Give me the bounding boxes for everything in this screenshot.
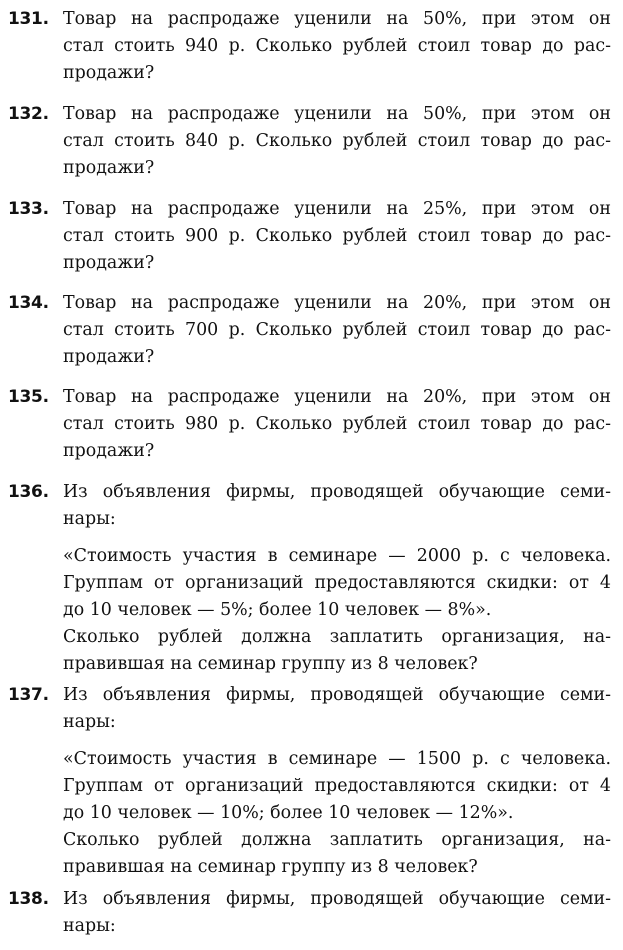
text-line: Сколько рублей должна заплатить организация, на- (63, 830, 611, 850)
text-line: стал стоить 940 р. Сколько рублей стоил товар до рас- (63, 36, 611, 56)
problem-text (63, 6, 611, 87)
text-line: нары: (63, 509, 116, 529)
text-line: Группам от организаций предоставляются скидки: от 4 (63, 776, 611, 796)
announcement-quote (63, 543, 611, 678)
text-line: продажи? (63, 158, 155, 178)
problem-text (63, 886, 611, 940)
problem-text (63, 682, 611, 881)
text-line: нары: (63, 712, 116, 732)
text-line: до 10 человек — 5%; более 10 человек — 8%». (63, 600, 492, 620)
problem-number: 131. (8, 9, 49, 29)
problem-text (63, 290, 611, 371)
text-line: правившая на семинар группу из 8 человек? (63, 654, 478, 674)
text-line: Товар на распродаже уценили на 50%, при этом он (63, 104, 611, 124)
text-line: правившая на семинар группу из 8 человек? (63, 857, 478, 877)
text-line: стал стоить 900 р. Сколько рублей стоил товар до рас- (63, 226, 611, 246)
text-line: продажи? (63, 253, 155, 273)
text-line: Товар на распродаже уценили на 20%, при этом он (63, 293, 611, 313)
problem-number: 138. (8, 889, 49, 909)
text-line: Сколько рублей должна заплатить организация, на- (63, 627, 611, 647)
text-line: «Стоимость участия в семинаре — 2000 р. с человека. (63, 546, 611, 566)
problem-number: 133. (8, 199, 49, 219)
text-line: Товар на распродаже уценили на 50%, при этом он (63, 9, 611, 29)
text-line: стал стоить 840 р. Сколько рублей стоил товар до рас- (63, 131, 611, 151)
text-line: Из объявления фирмы, проводящей обучающие семи- (63, 482, 611, 502)
text-line: «Стоимость участия в семинаре — 1500 р. с человека. (63, 749, 611, 769)
text-line: продажи? (63, 347, 155, 367)
text-line: продажи? (63, 441, 155, 461)
text-line: стал стоить 980 р. Сколько рублей стоил товар до рас- (63, 414, 611, 434)
text-line: Товар на распродаже уценили на 20%, при этом он (63, 387, 611, 407)
text-line: продажи? (63, 63, 155, 83)
text-line: до 10 человек — 10%; более 10 человек — 12%». (63, 803, 514, 823)
announcement-quote (63, 746, 611, 881)
problem-text (63, 384, 611, 465)
problem-text (63, 479, 611, 678)
text-line: Группам от организаций предоставляются скидки: от 4 (63, 573, 611, 593)
problem-text (63, 101, 611, 182)
problem-text (63, 196, 611, 277)
text-line: Из объявления фирмы, проводящей обучающие семи- (63, 889, 611, 909)
text-line: Из объявления фирмы, проводящей обучающие семи- (63, 685, 611, 705)
problem-number: 137. (8, 685, 49, 705)
text-line: стал стоить 700 р. Сколько рублей стоил товар до рас- (63, 320, 611, 340)
problem-number: 134. (8, 293, 49, 313)
problem-number: 132. (8, 104, 49, 124)
problem-number: 135. (8, 387, 49, 407)
text-line: Товар на распродаже уценили на 25%, при этом он (63, 199, 611, 219)
text-line: нары: (63, 916, 116, 936)
problem-number: 136. (8, 482, 49, 502)
